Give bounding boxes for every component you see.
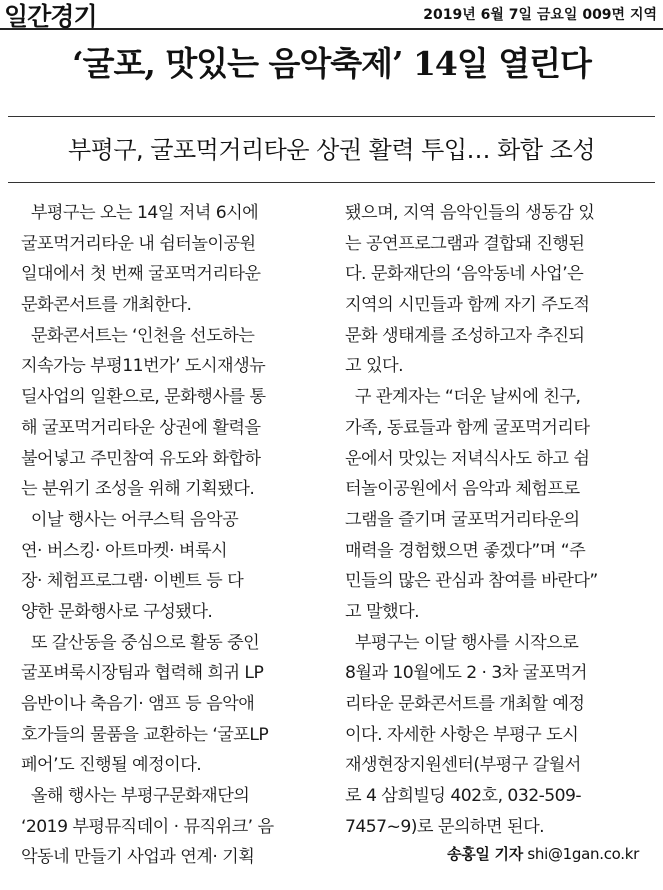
article-text-line: 페어’도 진행될 예정이다. bbox=[21, 755, 202, 776]
article-text-line: 매력을 경험했으면 좋겠다”며 “주 bbox=[345, 540, 586, 561]
newspaper-logo: 일간경기 bbox=[4, 2, 97, 31]
divider bbox=[8, 116, 655, 117]
article-text-line: 일대에서 첫 번째 굴포먹거리타운 bbox=[21, 264, 261, 285]
article-text-line: 민들의 많은 관심과 참여를 바란다” bbox=[345, 571, 598, 592]
article-text-line: 는 분위기 조성을 위해 기획됐다. bbox=[21, 479, 255, 500]
article-text-line: 문화콘서트를 개최한다. bbox=[21, 295, 192, 316]
issue-info: 2019년 6월 7일 금요일 009면 지역 bbox=[423, 7, 657, 23]
masthead bbox=[0, 0, 663, 30]
article-text-line: 가족, 동료들과 함께 굴포먹거리타 bbox=[345, 417, 590, 438]
divider bbox=[8, 182, 655, 183]
article-subheadline: 부평구, 굴포먹거리타운 상권 활력 투입… 화합 조성 bbox=[67, 136, 596, 164]
article-text-line: 또 갈산동을 중심으로 활동 중인 bbox=[21, 632, 260, 653]
article-text-line: 지속가능 부평11번가’ 도시재생뉴 bbox=[21, 356, 266, 377]
article-text-line: 문화 생태계를 조성하고자 추진되 bbox=[345, 325, 585, 346]
article-text-line: 해 굴포먹거리타운 상권에 활력을 bbox=[21, 417, 261, 438]
article-headline: ‘굴포, 맛있는 음악축제’ 14일 열린다 bbox=[72, 44, 591, 83]
article-text-line: 양한 문화행사로 구성됐다. bbox=[21, 601, 213, 622]
article-text-line: 불어넣고 주민참여 유도와 화합하 bbox=[21, 448, 261, 469]
article-text-line: 음반이나 축음기· 앰프 등 음악애 bbox=[21, 694, 255, 714]
article-text-line: 딜사업의 일환으로, 문화행사를 통 bbox=[21, 387, 266, 408]
article-text-line: 8월과 10월에도 2 · 3차 굴포먹거 bbox=[345, 663, 587, 684]
article-column-right bbox=[345, 198, 641, 842]
article-text-line: 굴포벼룩시장팀과 협력해 희귀 LP bbox=[21, 663, 264, 684]
article-text-line: 연· 버스킹· 아트마켓· 벼룩시 bbox=[21, 540, 228, 561]
byline-email: shi@1gan.co.kr bbox=[527, 845, 639, 863]
article-text-line: 호가들의 물품을 교환하는 ‘굴포LP bbox=[21, 724, 269, 745]
article-text-line: 고 있다. bbox=[345, 356, 403, 377]
article-text-line: 리타운 문화콘서트를 개최할 예정 bbox=[345, 694, 585, 714]
byline-reporter: 송홍일 기자 bbox=[447, 845, 523, 863]
article-text-line: 고 말했다. bbox=[345, 601, 420, 622]
article-text-line: 재생현장지원센터(부평구 갈월서 bbox=[345, 755, 581, 776]
article-text-line: 악동네 만들기 사업과 연계· 기획 bbox=[21, 847, 255, 868]
article-text-line: 지역의 시민들과 함께 자기 주도적 bbox=[345, 295, 590, 316]
article-text-line: 장· 체험프로그램· 이벤트 등 다 bbox=[21, 571, 244, 592]
article-text-line: 운에서 맛있는 저녁식사도 하고 쉼 bbox=[345, 448, 590, 469]
article-text-line: 7457~9)로 문의하면 된다. bbox=[345, 816, 545, 837]
article-text-line: 는 공연프로그램과 결합돼 진행된 bbox=[345, 233, 585, 254]
article-text-line: 이날 행사는 어쿠스틱 음악공 bbox=[21, 509, 239, 530]
article-text-line: 부평구는 오는 14일 저녁 6시에 bbox=[21, 203, 259, 223]
article-text-line: 이다. 자세한 사항은 부평구 도시 bbox=[345, 724, 579, 745]
byline bbox=[447, 843, 639, 864]
article-text-line: 다. 문화재단의 ‘음악동네 사업’은 bbox=[345, 264, 584, 285]
article-text-line: 문화콘서트는 ‘인천을 선도하는 bbox=[21, 325, 255, 346]
article-text-line: 구 관계자는 “더운 날씨에 친구, bbox=[345, 387, 581, 408]
article-text-line: 됐으며, 지역 음악인들의 생동감 있 bbox=[345, 203, 595, 223]
article-text-line: 그램을 즐기며 굴포먹거리타운의 bbox=[345, 509, 580, 530]
article-text-line: ‘2019 부평뮤직데이 · 뮤직위크’ 음 bbox=[21, 816, 274, 837]
article-text-line: 굴포먹거리타운 내 쉼터놀이공원 bbox=[21, 233, 256, 254]
article-text-line: 부평구는 이달 행사를 시작으로 bbox=[345, 632, 579, 653]
article-column-left bbox=[21, 198, 321, 873]
article-text-line: 로 4 삼희빌딩 402호, 032-509- bbox=[345, 786, 582, 807]
article-text-line: 터놀이공원에서 음악과 체험프로 bbox=[345, 479, 580, 500]
article-text-line: 올해 행사는 부평구문화재단의 bbox=[21, 786, 250, 807]
